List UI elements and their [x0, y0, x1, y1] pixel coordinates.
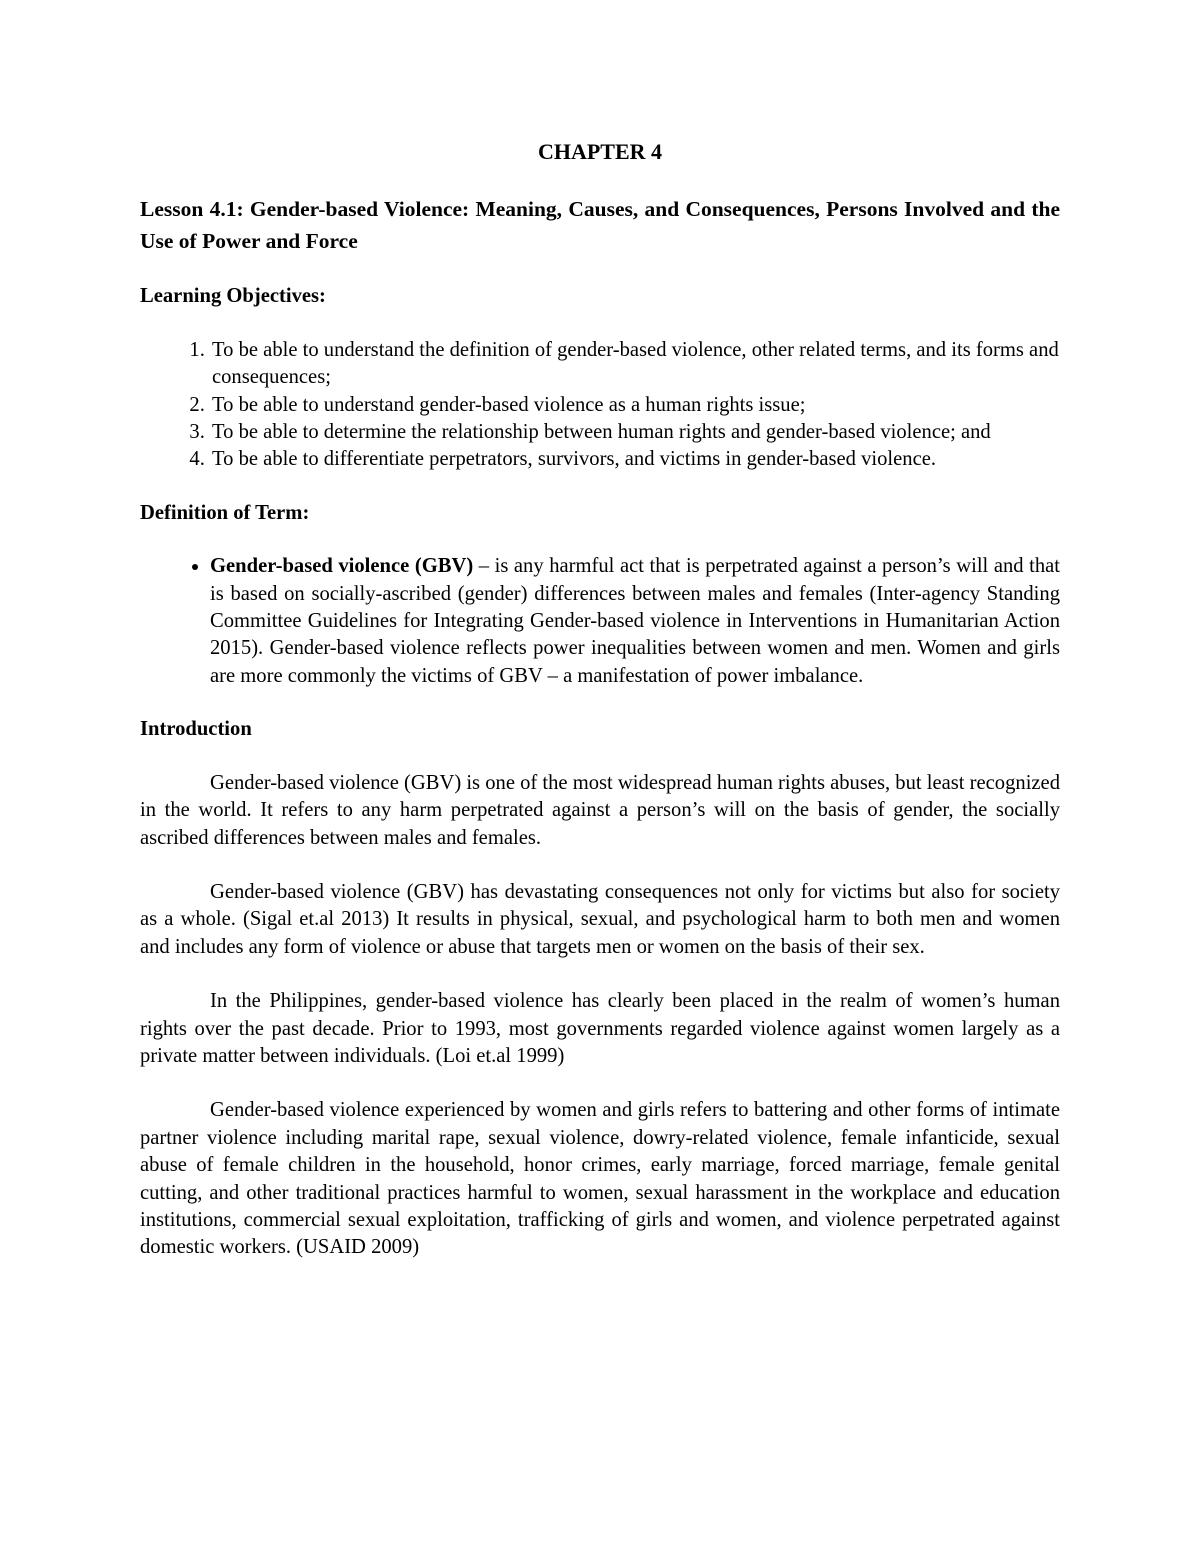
- learning-objectives-list: [140, 337, 1060, 474]
- introduction-paragraph: Gender-based violence (GBV) has devastating consequences not only for victims but also for society as a whole. (Sigal et.al 2013) It results in physical, sexual, and psychological harm to both men and women and includes any form of violence or abuse that targets men or women on the basis of their sex.: [140, 880, 1060, 958]
- introduction-paragraph: In the Philippines, gender-based violence has clearly been placed in the realm of women’s human rights over the past decade. Prior to 1993, most governments regarded violence against women largely as a private matter between individuals. (Loi et.al 1999): [140, 990, 1060, 1067]
- lesson-title: Lesson 4.1: Gender-based Violence: Meaning, Causes, and Consequences, Persons Involved and the Use of Power and Force: [140, 197, 1060, 253]
- definition-list: [140, 553, 1060, 690]
- objective-item: 2. To be able to understand gender-based violence as a human rights issue;: [210, 392, 1060, 419]
- introduction-paragraph: Gender-based violence (GBV) is one of the most widespread human rights abuses, but least recognized in the world. It refers to any harm perpetrated against a person’s will on the basis of gender, the socially ascribed differences between males and females.: [140, 771, 1060, 849]
- learning-objectives-heading: Learning Objectives:: [140, 285, 326, 308]
- definition-heading: Definition of Term:: [140, 501, 310, 524]
- objective-item: 4. To be able to differentiate perpetrators, survivors, and victims in gender-based violence.: [210, 446, 1060, 473]
- definition-term: Gender-based violence (GBV): [210, 555, 474, 578]
- definition-text: – is any harmful act that is perpetrated against a person’s will and that is based on socially-ascribed (gender) differences between males and females (Inter-agency Standing Committee Guidelines for Integrating Gender-based violence in Interventions in Humanitarian Action 2015). Gender-based violence reflects power inequalities between women and men. Women and girls are more commonly the victims of GBV – a manifestation of power imbalance.: [210, 555, 1060, 687]
- introduction-heading: Introduction: [140, 718, 252, 741]
- definition-item: [210, 553, 1060, 690]
- introduction-paragraph: Gender-based violence experienced by women and girls refers to battering and other forms of intimate partner violence including marital rape, sexual violence, dowry-related violence, female infanticide, sexual abuse of female children in the household, honor crimes, early marriage, forced marriage, female genital cutting, and other traditional practices harmful to women, sexual harassment in the workplace and education institutions, commercial sexual exploitation, trafficking of girls and women, and violence perpetrated against domestic workers. (USAID 2009): [140, 1099, 1060, 1259]
- objective-item: 3. To be able to determine the relationship between human rights and gender-based violence; and: [210, 419, 1060, 446]
- chapter-title: CHAPTER 4: [537, 139, 663, 164]
- document-page: [140, 138, 1060, 1289]
- objective-item: 1. To be able to understand the definition of gender-based violence, other related terms, and its forms and consequences;: [210, 337, 1060, 392]
